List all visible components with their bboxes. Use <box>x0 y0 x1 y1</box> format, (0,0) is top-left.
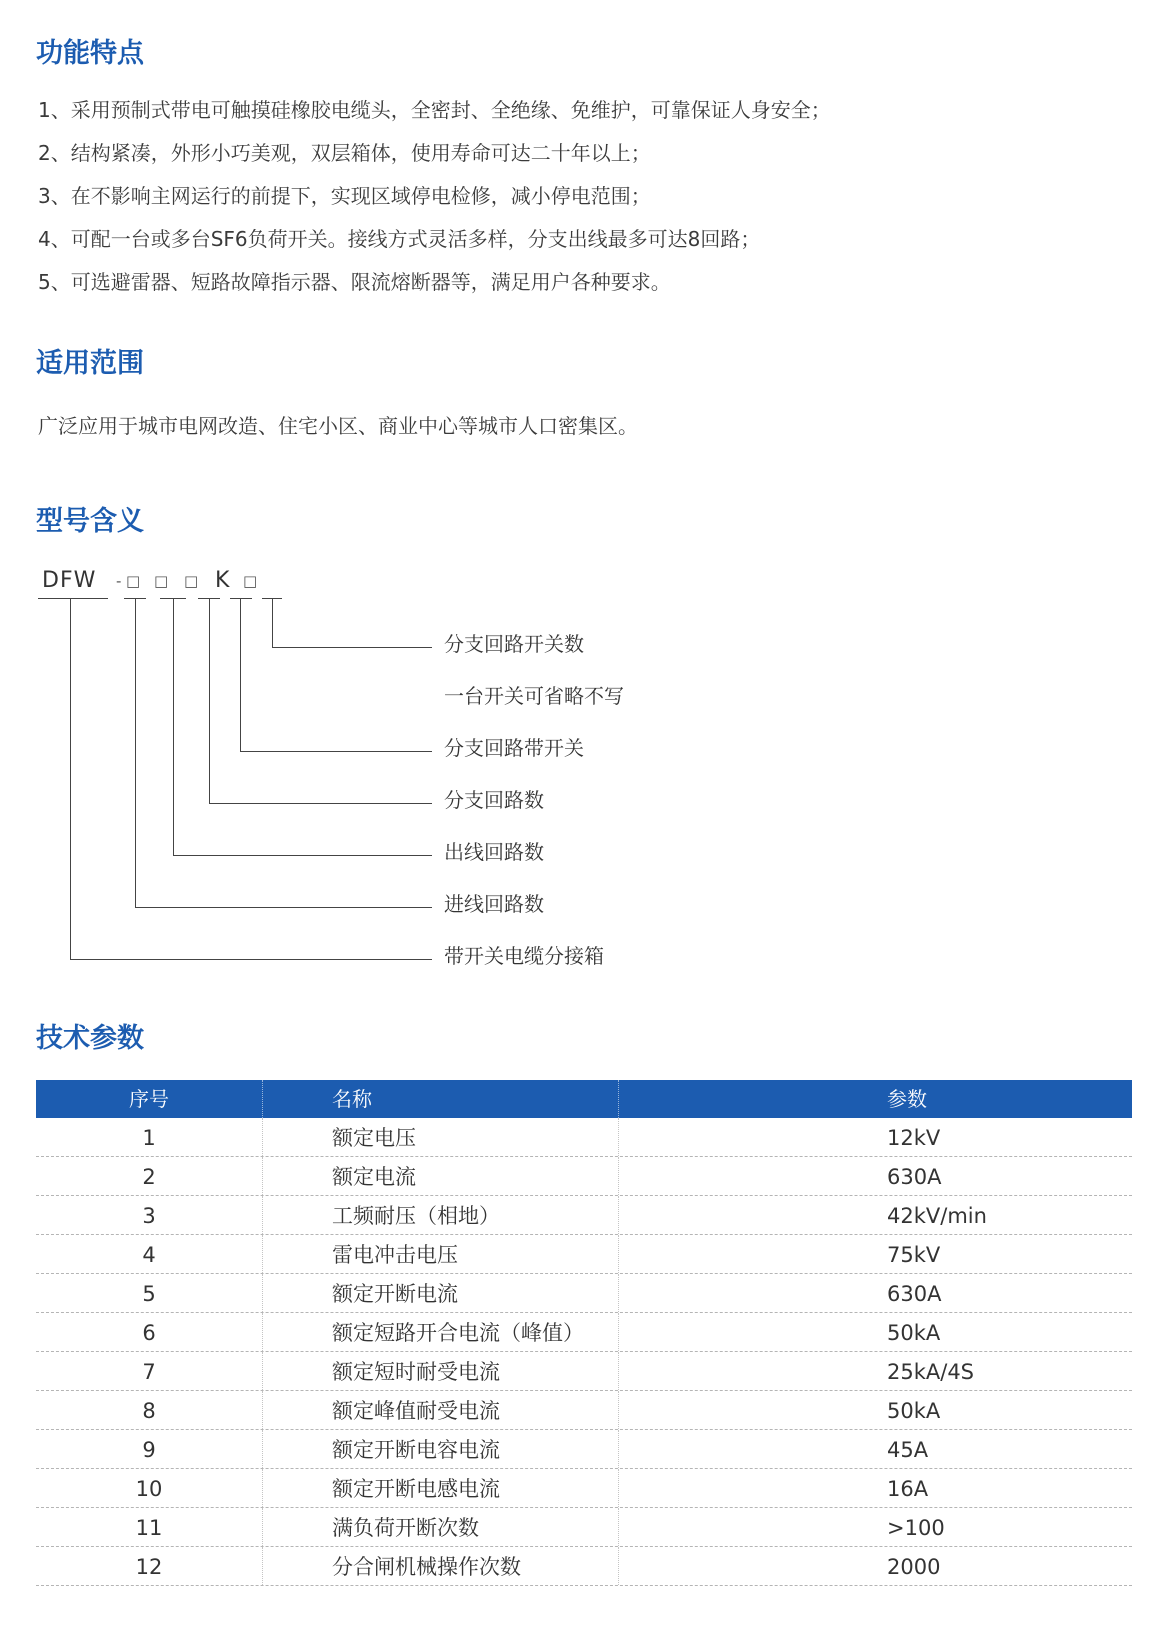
underline <box>230 598 252 599</box>
leader-line <box>135 907 432 908</box>
column-divider <box>262 1080 263 1118</box>
feature-item: 5、可选避雷器、短路故障指示器、限流熔断器等，满足用户各种要求。 <box>38 270 671 294</box>
model-label: 分支回路开关数 <box>444 632 584 656</box>
cell-name: 工频耐压（相地） <box>332 1204 500 1228</box>
cell-value: 42kV/min <box>887 1204 987 1228</box>
table-row <box>36 1391 1132 1430</box>
column-divider <box>262 1313 263 1351</box>
column-divider <box>262 1469 263 1507</box>
cell-value: 45A <box>887 1438 929 1462</box>
leader-line <box>272 598 273 647</box>
leader-line <box>209 803 432 804</box>
column-divider <box>262 1430 263 1468</box>
model-label: 一台开关可省略不写 <box>444 684 624 708</box>
table-row <box>36 1547 1132 1586</box>
cell-name: 额定短路开合电流（峰值） <box>332 1321 584 1345</box>
model-label: 带开关电缆分接箱 <box>444 944 604 968</box>
leader-line <box>173 855 432 856</box>
model-box: □ <box>184 572 200 590</box>
column-divider <box>262 1235 263 1273</box>
cell-value: 12kV <box>887 1126 941 1150</box>
table-row <box>36 1313 1132 1352</box>
leader-line <box>240 751 432 752</box>
leader-line <box>240 598 241 751</box>
model-diagram <box>0 570 700 1010</box>
cell-name: 额定电流 <box>332 1165 416 1189</box>
cell-no: 9 <box>142 1438 156 1462</box>
cell-value: 50kA <box>887 1399 941 1423</box>
column-divider <box>262 1196 263 1234</box>
table-row <box>36 1430 1132 1469</box>
cell-no: 10 <box>135 1477 163 1501</box>
table-body <box>36 1118 1132 1586</box>
feature-item: 4、可配一台或多台SF6负荷开关。接线方式灵活多样，分支出线最多可达8回路； <box>38 227 761 251</box>
column-divider <box>618 1274 619 1312</box>
cell-name: 额定短时耐受电流 <box>332 1360 500 1384</box>
cell-value: >100 <box>887 1516 945 1540</box>
cell-no: 4 <box>142 1243 156 1267</box>
underline <box>38 598 108 599</box>
table-row <box>36 1274 1132 1313</box>
model-prefix: DFW <box>42 568 97 593</box>
column-divider <box>618 1196 619 1234</box>
tech-heading: 技术参数 <box>36 1023 144 1054</box>
header-name: 名称 <box>332 1087 372 1111</box>
cell-no: 6 <box>142 1321 156 1345</box>
model-label: 分支回路带开关 <box>444 736 584 760</box>
table-row <box>36 1157 1132 1196</box>
cell-no: 11 <box>135 1516 163 1540</box>
column-divider <box>262 1391 263 1429</box>
cell-no: 3 <box>142 1204 156 1228</box>
cell-no: 1 <box>142 1126 156 1150</box>
cell-name: 额定峰值耐受电流 <box>332 1399 500 1423</box>
column-divider <box>618 1235 619 1273</box>
table-row <box>36 1235 1132 1274</box>
cell-value: 16A <box>887 1477 929 1501</box>
model-heading: 型号含义 <box>36 506 144 537</box>
tech-params-table <box>36 1080 1132 1586</box>
feature-item: 2、结构紧凑，外形小巧美观，双层箱体，使用寿命可达二十年以上； <box>38 141 651 165</box>
cell-value: 2000 <box>887 1555 941 1579</box>
column-divider <box>618 1352 619 1390</box>
table-row <box>36 1508 1132 1547</box>
cell-no: 5 <box>142 1282 156 1306</box>
cell-name: 额定开断电感电流 <box>332 1477 500 1501</box>
feature-item: 1、采用预制式带电可触摸硅橡胶电缆头，全密封、全绝缘、免维护，可靠保证人身安全； <box>38 98 831 122</box>
cell-value: 25kA/4S <box>887 1360 975 1384</box>
cell-value: 75kV <box>887 1243 941 1267</box>
model-box: □ <box>126 572 142 590</box>
cell-no: 2 <box>142 1165 156 1189</box>
cell-name: 额定开断电流 <box>332 1282 458 1306</box>
column-divider <box>262 1157 263 1195</box>
model-box: □ <box>243 572 259 590</box>
column-divider <box>618 1547 619 1585</box>
model-label: 出线回路数 <box>444 840 544 864</box>
table-row <box>36 1118 1132 1157</box>
header-no: 序号 <box>129 1087 169 1111</box>
cell-name: 分合闸机械操作次数 <box>332 1555 521 1579</box>
model-label: 分支回路数 <box>444 788 544 812</box>
leader-line <box>209 598 210 803</box>
feature-item: 3、在不影响主网运行的前提下，实现区域停电检修，减小停电范围； <box>38 184 651 208</box>
scope-text: 广泛应用于城市电网改造、住宅小区、商业中心等城市人口密集区。 <box>38 414 638 438</box>
column-divider <box>618 1157 619 1195</box>
cell-no: 8 <box>142 1399 156 1423</box>
leader-line <box>70 959 432 960</box>
cell-no: 7 <box>142 1360 156 1384</box>
model-box: □ <box>154 572 170 590</box>
header-value: 参数 <box>887 1087 927 1111</box>
column-divider <box>262 1508 263 1546</box>
leader-line <box>135 598 136 907</box>
model-label: 进线回路数 <box>444 892 544 916</box>
column-divider <box>618 1430 619 1468</box>
column-divider <box>618 1469 619 1507</box>
leader-line <box>70 598 71 959</box>
column-divider <box>618 1080 619 1118</box>
cell-name: 满负荷开断次数 <box>332 1516 479 1540</box>
cell-value: 50kA <box>887 1321 941 1345</box>
table-header <box>36 1080 1132 1118</box>
model-letter: K <box>215 568 231 593</box>
table-row <box>36 1469 1132 1508</box>
cell-name: 额定开断电容电流 <box>332 1438 500 1462</box>
cell-name: 雷电冲击电压 <box>332 1243 458 1267</box>
leader-line <box>272 647 432 648</box>
column-divider <box>262 1352 263 1390</box>
cell-name: 额定电压 <box>332 1126 416 1150</box>
column-divider <box>618 1313 619 1351</box>
column-divider <box>618 1118 619 1156</box>
column-divider <box>618 1391 619 1429</box>
cell-value: 630A <box>887 1282 942 1306</box>
column-divider <box>618 1508 619 1546</box>
model-dash: - <box>116 572 123 590</box>
column-divider <box>262 1274 263 1312</box>
column-divider <box>262 1547 263 1585</box>
leader-line <box>173 598 174 855</box>
table-row <box>36 1196 1132 1235</box>
column-divider <box>262 1118 263 1156</box>
cell-no: 12 <box>135 1555 163 1579</box>
cell-value: 630A <box>887 1165 942 1189</box>
scope-heading: 适用范围 <box>36 348 144 379</box>
table-row <box>36 1352 1132 1391</box>
features-heading: 功能特点 <box>36 38 144 69</box>
